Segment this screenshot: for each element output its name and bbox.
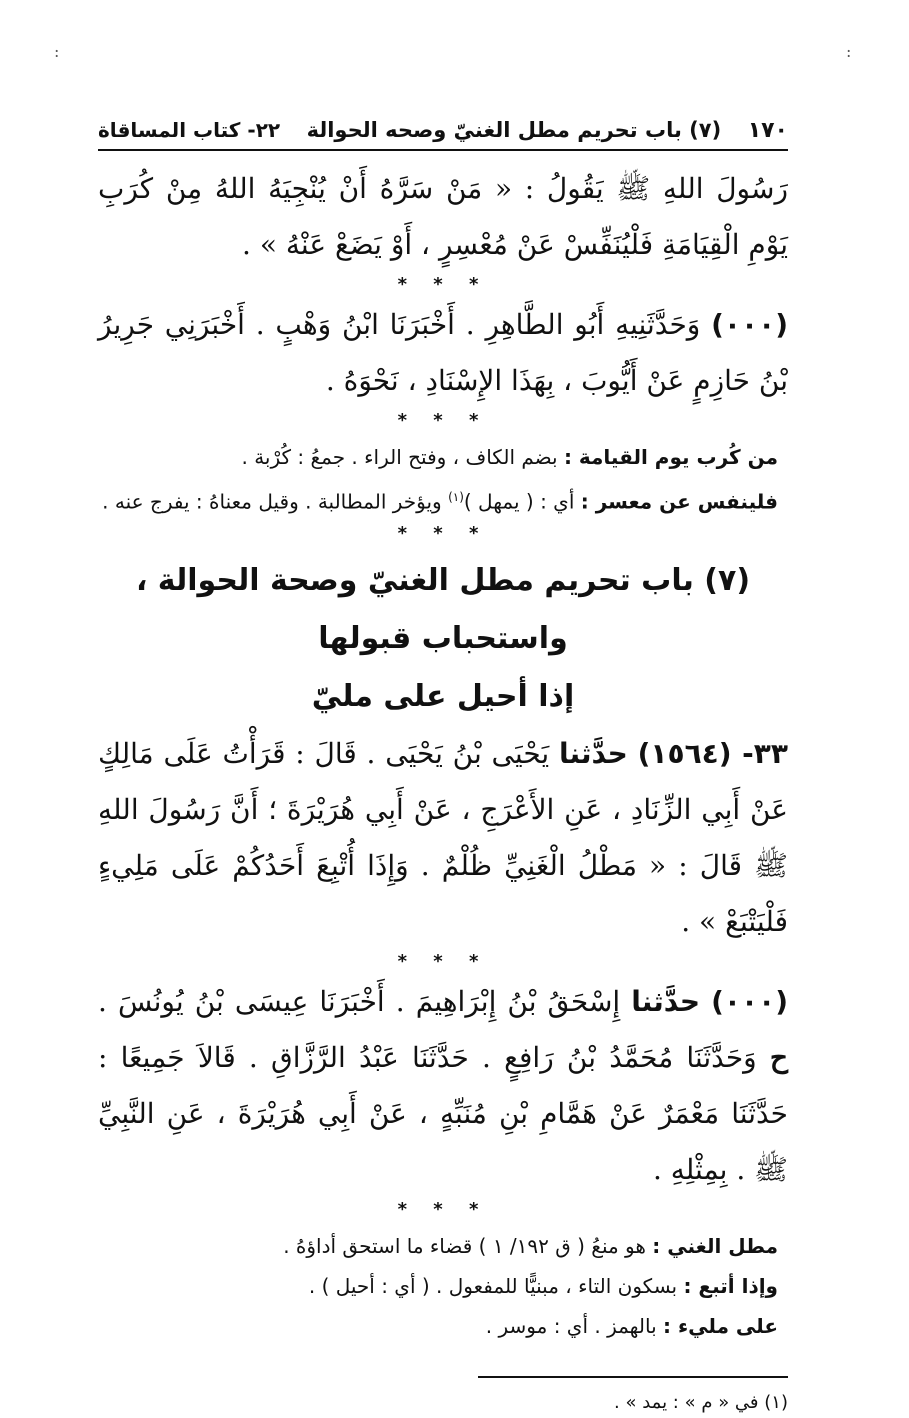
note-text: أي : ( يمهل ) <box>463 489 575 514</box>
running-header <box>98 118 788 151</box>
note-text: هو منعُ ( ق ١٩٢/ ١ ) قضاء ما استحق أداؤهُ . <box>283 1233 646 1258</box>
note-text: بالهمز . أي : موسر . <box>485 1313 657 1338</box>
note-item <box>98 1226 778 1266</box>
chapter-title-line-2: إذا أحيل على مليّ <box>311 678 575 714</box>
corner-mark-top-right: : <box>846 42 852 61</box>
section-heading: (٧) باب تحريم مطل الغنيّ وصحه الحوالة <box>306 118 722 142</box>
book-heading: ٢٢- كتاب المساقاة <box>98 118 281 142</box>
note-term: وإذا أتبع : <box>683 1273 778 1298</box>
hadith-chain-paragraph <box>98 297 788 409</box>
footnote-divider <box>478 1376 788 1378</box>
separator-stars: * * * <box>397 410 489 431</box>
note-item <box>98 477 778 522</box>
corner-mark-top-left: : <box>54 42 60 61</box>
hadith-number: (٠٠٠) <box>711 308 788 341</box>
separator-stars: * * * <box>397 1198 489 1220</box>
note-term: على مليء : <box>663 1313 778 1338</box>
separator-stars: * * * <box>397 274 489 295</box>
note-text: بضم الكاف ، وفتح الراء . جمعُ : كُرْبة . <box>241 445 558 469</box>
hadith-text: يَحْيَى بْنُ يَحْيَى . قَالَ : قَرَأْتُ عَلَى مَالِكٍ عَنْ أَبِي الزِّنَادِ ، عَنِ الأَعْرَجِ ، عَنْ أَبِي هُرَيْرَةَ ؛ أَنَّ رَسُولَ اللهِ ﷺ قَالَ : « مَطْلُ الْغَنِيِّ ظُلْمٌ . وَإِذَا أُتْبِعَ أَحَدُكُمْ عَلَى مَلِيءٍ فَلْيَتْبَعْ » . <box>98 736 788 938</box>
explanatory-notes <box>98 1226 788 1346</box>
note-term: فلينفس عن معسر : <box>580 489 778 514</box>
note-text: ويؤخر المطالبة . وقيل معناهُ : يفرج عنه . <box>102 489 442 514</box>
note-term: من كُرب يوم القيامة : <box>563 445 778 469</box>
hadith-chain-paragraph <box>98 974 788 1198</box>
explanatory-notes <box>98 437 788 522</box>
separator-stars: * * * <box>397 522 489 544</box>
tahwil-mark: ح <box>769 1040 788 1074</box>
hadith-number: ٣٣- (١٥٦٤) <box>637 736 788 770</box>
note-item <box>98 437 778 477</box>
hadith-text: إِسْحَقُ بْنُ إِبْرَاهِيمَ . أَخْبَرَنَا عِيسَى بْنُ يُونُسَ . <box>98 984 621 1018</box>
separator-stars: * * * <box>397 950 489 972</box>
hadith-text: وَحَدَّثَنَا مُحَمَّدُ بْنُ رَافِعٍ . حَدَّثَنَا عَبْدُ الرَّزَّاقِ . قَالاَ جَمِيعًا : حَدَّثَنَا مَعْمَرٌ عَنْ هَمَّامِ بْنِ مُنَبِّهٍ ، عَنْ أَبِي هُرَيْرَةَ ، عَنِ النَّبِيِّ ﷺ . بِمِثْلِهِ . <box>98 1040 788 1186</box>
document-page <box>98 118 788 1418</box>
hadith-number: (٠٠٠) <box>711 984 788 1018</box>
chapter-title-line-1: (٧) باب تحريم مطل الغنيّ وصحة الحوالة ، واستحباب قبولها <box>135 562 751 656</box>
note-item <box>98 1266 778 1306</box>
hadith-lead-word: حدَّثنا <box>631 984 701 1018</box>
page-number: ١٧٠ <box>747 118 788 143</box>
hadith-text: وَحَدَّثَنِيهِ أَبُو الطَّاهِرِ . أَخْبَرَنَا ابْنُ وَهْبٍ . أَخْبَرَنِي جَرِيرُ بْنُ حَازِمٍ عَنْ أَيُّوبَ ، بِهَذَا الإِسْنَادِ ، نَحْوَهُ . <box>98 308 788 397</box>
footnote: (١) في « م » : يمد » . <box>614 1391 788 1413</box>
note-item <box>98 1306 778 1346</box>
note-term: مطل الغني : <box>652 1233 778 1258</box>
footnote-reference: (١) <box>448 490 464 504</box>
hadith-lead-word: حدَّثنا <box>559 736 628 770</box>
note-text: بسكون التاء ، مبنيًّا للمفعول . ( أي : أحيل ) . <box>308 1273 678 1298</box>
hadith-continuation: رَسُولَ اللهِ ﷺ يَقُولُ : « مَنْ سَرَّهُ أَنْ يُنْجِيَهُ اللهُ مِنْ كُرَبِ يَوْمِ الْقِيَامَةِ فَلْيُنَفِّسْ عَنْ مُعْسِرٍ ، أَوْ يَضَعْ عَنْهُ » . <box>98 172 788 261</box>
chapter-title <box>98 552 788 726</box>
hadith-paragraph <box>98 726 788 950</box>
